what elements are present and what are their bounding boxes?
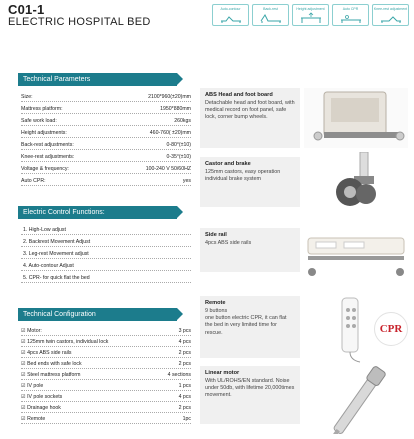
param-label: Back-rest adjustments: <box>21 142 74 148</box>
technical-parameters-heading <box>18 73 177 86</box>
product-model: C01-1 <box>8 2 45 17</box>
param-label: Knee-rest adjustments: <box>21 154 75 160</box>
section-heading-text: Electric Control Functions: <box>23 209 105 216</box>
function-item <box>21 237 191 247</box>
bed-cpr-icon <box>332 4 369 26</box>
config-row <box>21 337 191 347</box>
param-value: 0-80°(±10) <box>166 142 191 148</box>
function-item <box>21 273 191 283</box>
config-row <box>21 348 191 358</box>
linear-motor-image <box>310 364 410 434</box>
feature-title: Remote <box>205 300 226 306</box>
feature-icon-label: Back-rest <box>263 7 278 11</box>
feature-description: With UL/ROHS/EN standard. Noise under 50db, with lifetime 20,000times movement. <box>205 378 295 399</box>
config-row <box>21 326 191 336</box>
config-qty: 4 sections <box>167 371 191 378</box>
feature-title: ABS Head and foot board <box>205 92 273 98</box>
param-value: 460-760( ±20)mm <box>149 130 191 136</box>
feature-description: 9 buttons one button electric CPR, it can flat the bed in very limited time for rescue. <box>205 308 287 336</box>
config-label: ☑ Drainage hook <box>21 404 61 411</box>
feature-title: Linear motor <box>205 370 240 376</box>
head-board-image <box>304 88 408 148</box>
config-label: ☑ IV pole sockets <box>21 393 63 400</box>
function-item <box>21 261 191 271</box>
config-label: ☑ IV pole <box>21 382 44 389</box>
config-qty: 4 pcs <box>178 338 191 345</box>
config-row <box>21 392 191 402</box>
config-qty: 2 pcs <box>178 360 191 367</box>
param-label: Safe work load: <box>21 118 57 124</box>
config-label: ☑ Steel mattress platform <box>21 371 81 378</box>
function-item <box>21 225 191 235</box>
param-label: Mattress platform: <box>21 106 63 112</box>
config-label-text: 4pcs ABS side rails <box>27 349 72 356</box>
config-label-text: 125mm twin castors, individual lock <box>27 338 109 345</box>
config-qty: 4 pcs <box>178 393 191 400</box>
param-label: Size: <box>21 94 33 100</box>
bed-knee-rest-icon <box>372 4 409 26</box>
config-label: ☑ 125mm twin castors, individual lock <box>21 338 109 345</box>
config-row <box>21 359 191 369</box>
param-value: 100-240 V 50/60HZ <box>145 166 191 172</box>
param-row <box>21 176 191 186</box>
config-label: ☑ 4pcs ABS side rails <box>21 349 72 356</box>
function-text: 3. Leg-rest Movement adjust <box>23 251 89 257</box>
electric-control-heading <box>18 206 177 219</box>
product-title: ELECTRIC HOSPITAL BED <box>8 16 151 28</box>
param-row <box>21 152 191 162</box>
param-row <box>21 128 191 138</box>
config-qty: 2 pcs <box>178 404 191 411</box>
arrow-icon <box>177 73 183 85</box>
config-row <box>21 370 191 380</box>
param-value: yes <box>182 178 191 184</box>
config-qty: 1pc <box>182 415 191 422</box>
param-label: Height adjustments: <box>21 130 67 136</box>
param-row <box>21 92 191 102</box>
config-label-text: IV pole sockets <box>27 393 63 400</box>
param-label: Voltage & frequency: <box>21 166 69 172</box>
param-value: 260kgs <box>174 118 191 124</box>
config-label: ☑ Bed ends with safe lock <box>21 360 82 367</box>
feature-title: Castor and brake <box>205 161 251 167</box>
config-label-text: Drainage hook <box>27 404 61 411</box>
feature-side-rail <box>200 228 300 272</box>
feature-remote <box>200 296 300 358</box>
cpr-badge <box>374 312 408 346</box>
config-label-text: Motor: <box>27 327 42 334</box>
param-row <box>21 164 191 174</box>
section-heading-text: Technical Parameters <box>23 76 91 83</box>
feature-description: 4pcs ABS side rails <box>205 240 252 246</box>
param-value: 1950*880mm <box>160 106 191 112</box>
config-label: ☑ Motor: <box>21 327 42 334</box>
feature-description: 125mm castors, easy operation individual brake system <box>205 169 281 183</box>
feature-description: Detachable head and foot board, with medical record on foot panel, safe lock, corner bump wheels. <box>205 100 295 121</box>
feature-icon-row <box>212 4 409 26</box>
param-value: 2100*960(±20)mm <box>148 94 191 100</box>
feature-linear-motor <box>200 366 300 424</box>
arrow-icon <box>177 206 183 218</box>
param-row <box>21 104 191 114</box>
config-row <box>21 403 191 413</box>
cpr-badge-text: CPR <box>379 323 403 335</box>
param-row <box>21 116 191 126</box>
feature-icon-label: Auto-contour <box>220 7 241 11</box>
param-value: 0-35°(±10) <box>166 154 191 160</box>
config-label: ☑ Remote <box>21 415 46 422</box>
config-qty: 1 pcs <box>178 382 191 389</box>
config-label-text: Bed ends with safe lock <box>27 360 82 367</box>
config-label-text: IV pole <box>27 382 44 389</box>
function-text: 4. Auto-contour Adjust <box>23 263 74 269</box>
arrow-icon <box>177 308 183 320</box>
bed-height-icon <box>292 4 329 26</box>
bed-back-rest-icon <box>252 4 289 26</box>
feature-icon-label: Knee-rest adjustment <box>373 7 408 11</box>
feature-head-foot-board <box>200 88 300 148</box>
feature-icon-label: Height adjustment <box>296 7 325 11</box>
config-row <box>21 381 191 391</box>
technical-configuration-heading <box>18 308 177 321</box>
config-label-text: Remote <box>27 415 46 422</box>
function-item <box>21 249 191 259</box>
feature-title: Side rail <box>205 232 227 238</box>
castor-image <box>320 152 390 212</box>
function-text: 5. CPR- for quick flat the bed <box>23 275 90 281</box>
config-label-text: Steel mattress platform <box>27 371 81 378</box>
config-qty: 3 pcs <box>178 327 191 334</box>
remote-image <box>330 294 370 364</box>
function-text: 1. High-Low adjust <box>23 227 66 233</box>
param-label: Auto CPR: <box>21 178 46 184</box>
param-row <box>21 140 191 150</box>
side-rail-image <box>304 226 410 281</box>
function-text: 2. Backrest Movement Adjust <box>23 239 91 245</box>
feature-icon-label: Auto CPR <box>342 7 359 11</box>
config-row <box>21 414 191 424</box>
config-qty: 2 pcs <box>178 349 191 356</box>
section-heading-text: Technical Configuration <box>23 311 96 318</box>
bed-auto-contour-icon <box>212 4 249 26</box>
feature-castor-brake <box>200 157 300 207</box>
